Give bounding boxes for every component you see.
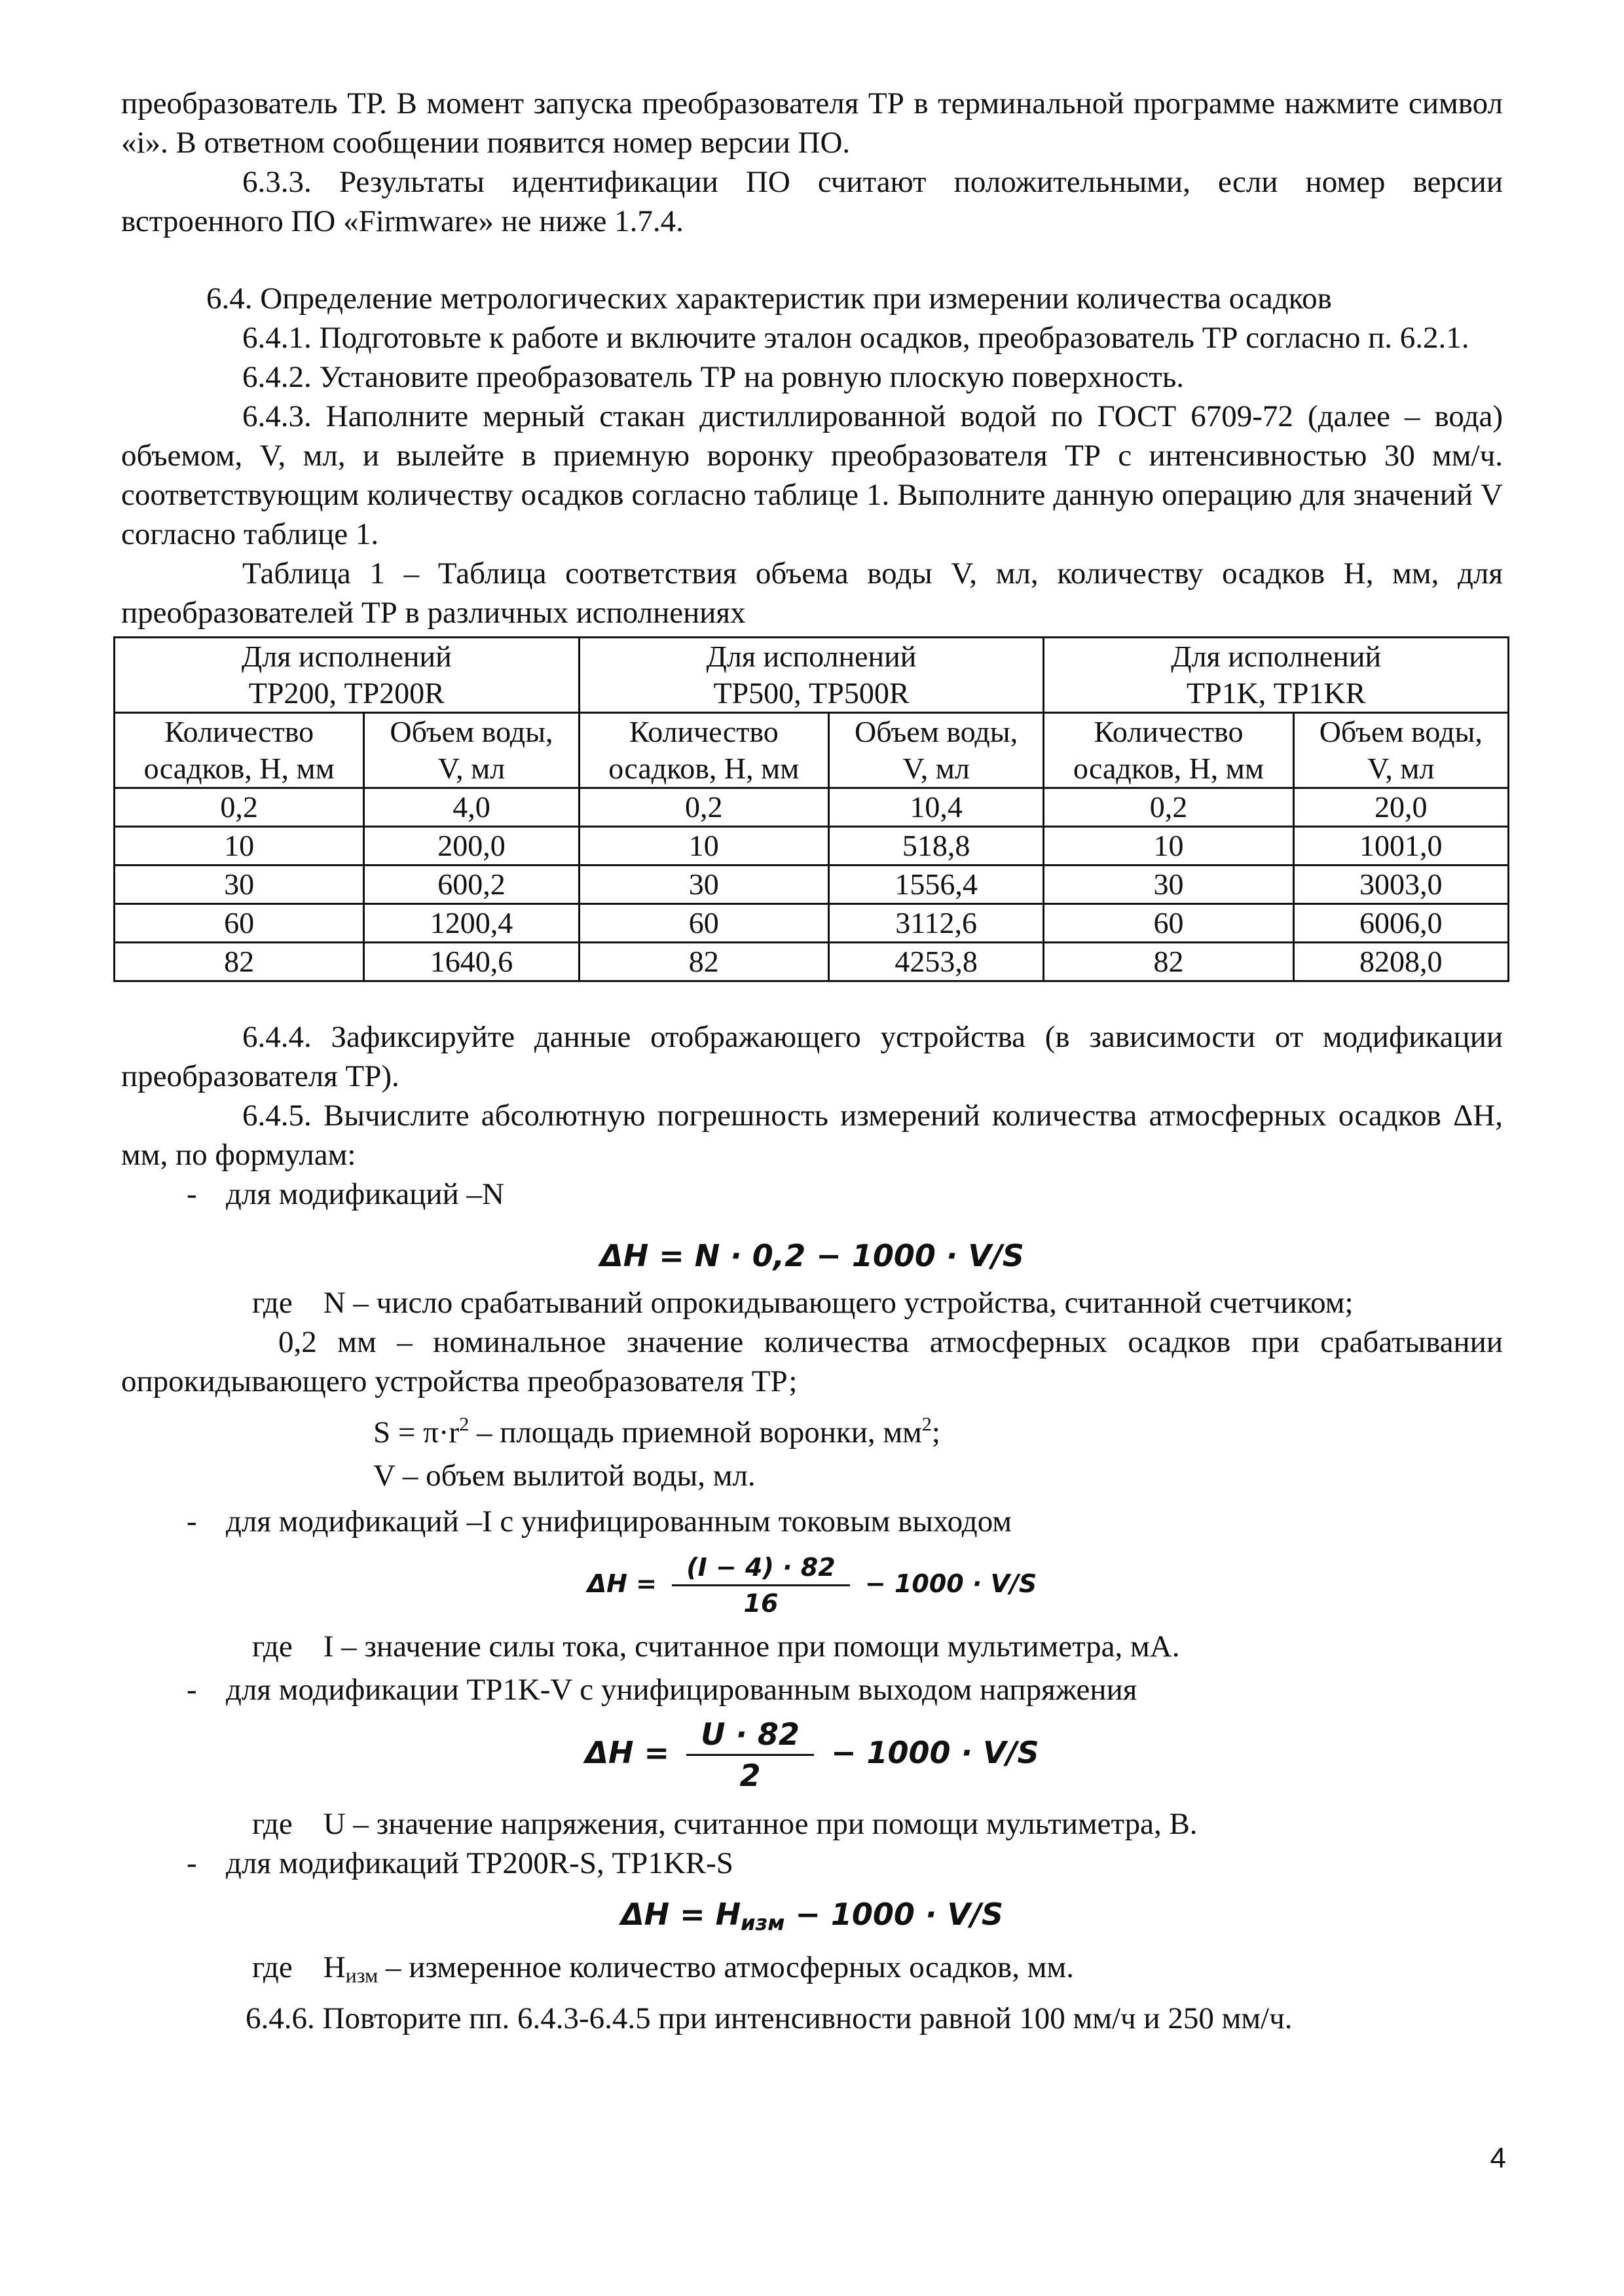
table-cell: 518,8 [828,827,1043,866]
bullet-mod-s: - для модификаций ТР200R-S, ТР1KR-S [121,1844,1503,1883]
table-cell: 10 [1044,827,1293,866]
table-cell: 60 [579,904,828,943]
bullet-dash: - [187,1177,197,1211]
table-cell: 82 [1044,943,1293,981]
group-header-tp200: Для исполнений ТР200, ТР200R [115,638,580,713]
table-cell: 1556,4 [828,866,1043,904]
table-cell: 8208,0 [1293,943,1508,981]
column-header-amount: Количество осадков, H, мм [1044,713,1293,788]
table-cell: 1200,4 [364,904,579,943]
table-cell: 0,2 [1044,788,1293,827]
bullet-mod-i: - для модификаций –I с унифицированным токовым выходом [121,1502,1503,1541]
table-cell: 3112,6 [828,904,1043,943]
table-cell: 1640,6 [364,943,579,981]
column-header-amount: Количество осадков, H, мм [579,713,828,788]
table-cell: 82 [579,943,828,981]
table-cell: 20,0 [1293,788,1508,827]
paragraph-6-4-1: 6.4.1. Подготовьте к работе и включите эталон осадков, преобразователь ТР согласно п. 6.2.1. [242,321,1469,355]
table-cell: 82 [115,943,364,981]
table-column-header-row [115,713,1509,788]
table-row [115,866,1509,904]
table-cell: 30 [579,866,828,904]
column-header-volume: Объем воды, V, мл [828,713,1043,788]
table-cell: 30 [115,866,364,904]
formula-mod-n: ΔH = N · 0,2 − 1000 · V/S [600,1238,1024,1273]
paragraph-intro: преобразователь ТР. В момент запуска преобразователя ТР в терминальной программе нажмите символ «i». В ответном сообщении появится номер версии ПО. [121,86,1503,160]
table-group-header-row [115,638,1509,713]
paragraph-6-4-5: 6.4.5. Вычислите абсолютную погрешность измерений количества атмосферных осадков ΔH, мм, по формулам: [121,1099,1503,1172]
formula-mod-i: ΔH = $\frac{(I - 4) \cdot 82}{16}$ − 1000 · V/S [587,1553,1037,1618]
paragraph-6-4-3: 6.4.3. Наполните мерный стакан дистиллированной водой по ГОСТ 6709-72 (далее – вода) объемом, V, мл, и вылейте в приемную воронку преобразователя ТР с интенсивностью 30 мм/ч. соответствующим количеству осадков согласно таблице 1. Выполните данную операцию для значений V согласно таблице 1. [121,399,1503,551]
bullet-dash: - [187,1673,197,1707]
page-number: 4 [1490,2142,1506,2174]
bullet-dash: - [187,1846,197,1880]
bullet-mod-n: - для модификаций –N [121,1175,1503,1214]
group-header-tp1k: Для исполнений ТР1K, ТР1KR [1044,638,1509,713]
table-cell: 10 [115,827,364,866]
section-heading-6-4: 6.4. Определение метрологических характеристик при измерении количества осадков [206,282,1332,316]
table-cell: 60 [115,904,364,943]
table-cell: 600,2 [364,866,579,904]
paragraph-6-4-4: 6.4.4. Зафиксируйте данные отображающего устройства (в зависимости от модификации преобразователя ТР). [121,1020,1503,1093]
table-cell: 0,2 [115,788,364,827]
definition-i: где I – значение силы тока, считанное при помощи мультиметра, мА. [252,1630,1180,1664]
table-caption: Таблица 1 – Таблица соответствия объема воды V, мл, количеству осадков H, мм, для преобразователей ТР в различных исполнениях [121,556,1503,630]
bullet-mod-v: - для модификации ТР1K-V с унифицированным выходом напряжения [121,1670,1503,1709]
table-cell: 0,2 [579,788,828,827]
bullet-dash: - [187,1504,197,1539]
table-cell: 30 [1044,866,1293,904]
table-cell: 1001,0 [1293,827,1508,866]
definition-h-izm: где $H_{изм}$ – измеренное количество атмосферных осадков, мм. [252,1950,1074,1987]
column-header-volume: Объем воды, V, мл [1293,713,1508,788]
group-header-tp500: Для исполнений ТР500, ТР500R [579,638,1044,713]
table-row [115,788,1509,827]
definition-0-2: 0,2 мм – номинальное значение количества атмосферных осадков при срабатывании опрокидывающего устройства преобразователя ТР; [121,1325,1503,1398]
column-header-amount: Количество осадков, H, мм [115,713,364,788]
paragraph-6-4-2: 6.4.2. Установите преобразователь ТР на ровную плоскую поверхность. [242,360,1185,394]
table-cell: 10,4 [828,788,1043,827]
paragraph-6-4-6: 6.4.6. Повторите пп. 6.4.3-6.4.5 при интенсивности равной 100 мм/ч и 250 мм/ч. [246,2001,1293,2035]
table-cell: 200,0 [364,827,579,866]
table-cell: 60 [1044,904,1293,943]
formula-mod-v: ΔH = $\frac{U \cdot 82}{2}$ − 1000 · V/S [585,1717,1039,1793]
document-page [121,84,1503,2038]
table-cell: 6006,0 [1293,904,1508,943]
column-header-volume: Объем воды, V, мл [364,713,579,788]
definition-u: где U – значение напряжения, считанное при помощи мультиметра, В. [252,1807,1198,1841]
paragraph-6-3-3: 6.3.3. Результаты идентификации ПО считают положительными, если номер версии встроенного ПО «Firmware» не ниже 1.7.4. [121,165,1503,238]
definition-v: V – объем вылитой воды, мл. [373,1459,756,1493]
table-cell: 4253,8 [828,943,1043,981]
table-cell: 10 [579,827,828,866]
definition-n: где N – число срабатываний опрокидывающего устройства, считанной счетчиком; [252,1286,1354,1320]
table-row [115,904,1509,943]
table-cell: 3003,0 [1293,866,1508,904]
definition-s: $S = \pi\cdot r^2$ – площадь приемной воронки, $мм^2$; [373,1413,940,1449]
table-row [115,827,1509,866]
table-row [115,943,1509,981]
correspondence-table [113,636,1509,982]
table-cell: 4,0 [364,788,579,827]
formula-mod-s: $\Delta H = H_{изм} - 1000 \cdot V/S$ [621,1897,1003,1935]
